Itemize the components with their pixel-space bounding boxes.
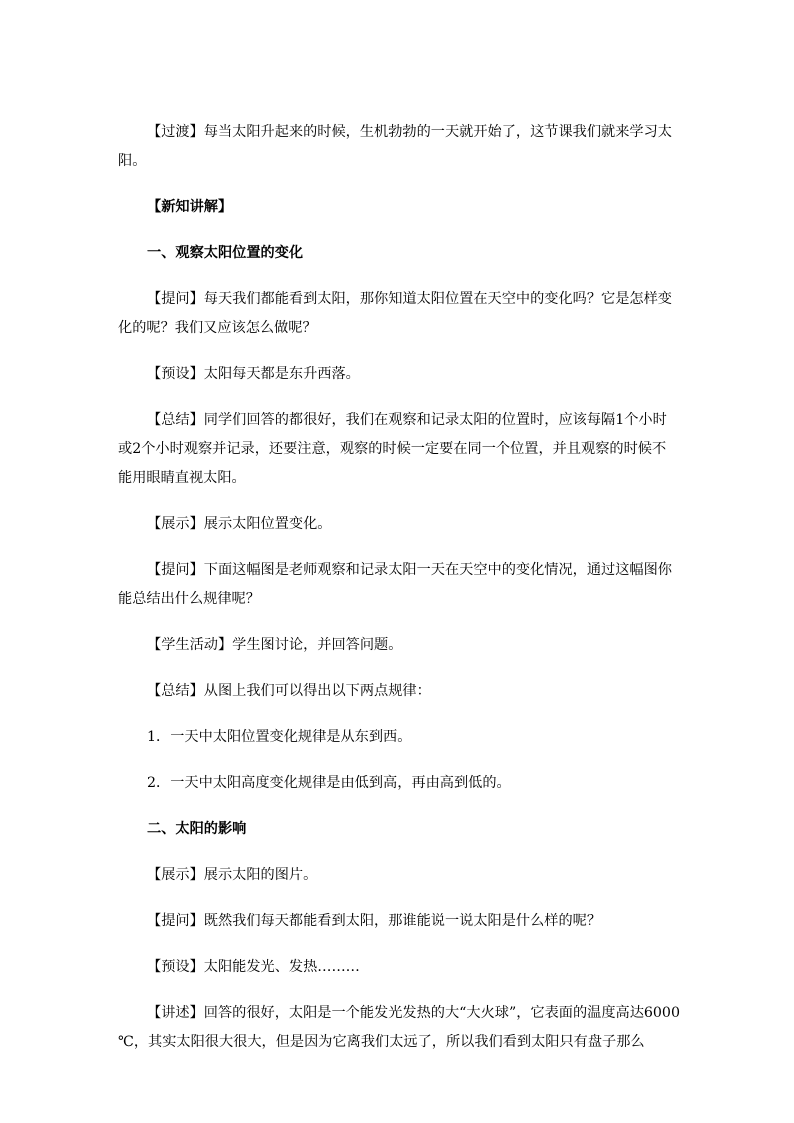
paragraph-student-activity: 【学生活动】学生图讨论，并回答问题。 — [147, 637, 403, 653]
paragraph-explanation-sun: 【讲述】回答的很好，太阳是一个能发光发热的大“大火球”，它表面的温度高达6000 ℃，其实太阳很大很大，但是因为它离我们太远了，所以我们看到太阳只有盘子那么 — [118, 1005, 680, 1050]
paragraph-question-pattern: 【提问】下面这幅图是老师观察和记录太阳一天在天空中的变化情况，通过这幅图你能总结出什么规律呢？ — [118, 562, 672, 607]
paragraph-preset-light-heat: 【预设】太阳能发光、发热……… — [147, 959, 360, 975]
list-item-rule-1: 1．一天中太阳位置变化规律是从东到西。 — [147, 729, 412, 745]
paragraph-question-sun-appearance: 【提问】既然我们每天都能看到太阳，那谁能说一说太阳是什么样的呢？ — [147, 913, 602, 929]
section-heading-sun-influence: 二、太阳的影响 — [147, 821, 247, 837]
paragraph-question-sun-position: 【提问】每天我们都能看到太阳，那你知道太阳位置在天空中的变化吗？它是怎样变化的呢？我们又应该怎么做呢？ — [118, 291, 672, 336]
paragraph-preset-east-west: 【预设】太阳每天都是东升西落。 — [147, 366, 360, 382]
paragraph-show-position-change: 【展示】展示太阳位置变化。 — [147, 516, 332, 532]
paragraph-transition: 【过渡】每当太阳升起来的时候，生机勃勃的一天就开始了，这节课我们就来学习太阳。 — [118, 124, 672, 169]
list-item-rule-2: 2．一天中太阳高度变化规律是由低到高，再由高到低的。 — [147, 775, 511, 791]
document-body — [118, 118, 680, 1057]
section-heading-new-knowledge: 【新知讲解】 — [147, 199, 233, 215]
paragraph-show-sun-picture: 【展示】展示太阳的图片。 — [147, 867, 318, 883]
paragraph-summary-observation: 【总结】同学们回答的都很好，我们在观察和记录太阳的位置时，应该每隔1个小时或2个小时观察并记录，还要注意，观察的时候一定要在同一个位置，并且观察的时候不能用眼睛直视太阳。 — [118, 412, 667, 486]
section-heading-observe-sun-position: 一、观察太阳位置的变化 — [147, 245, 304, 261]
paragraph-summary-rules: 【总结】从图上我们可以得出以下两点规律： — [147, 683, 431, 699]
